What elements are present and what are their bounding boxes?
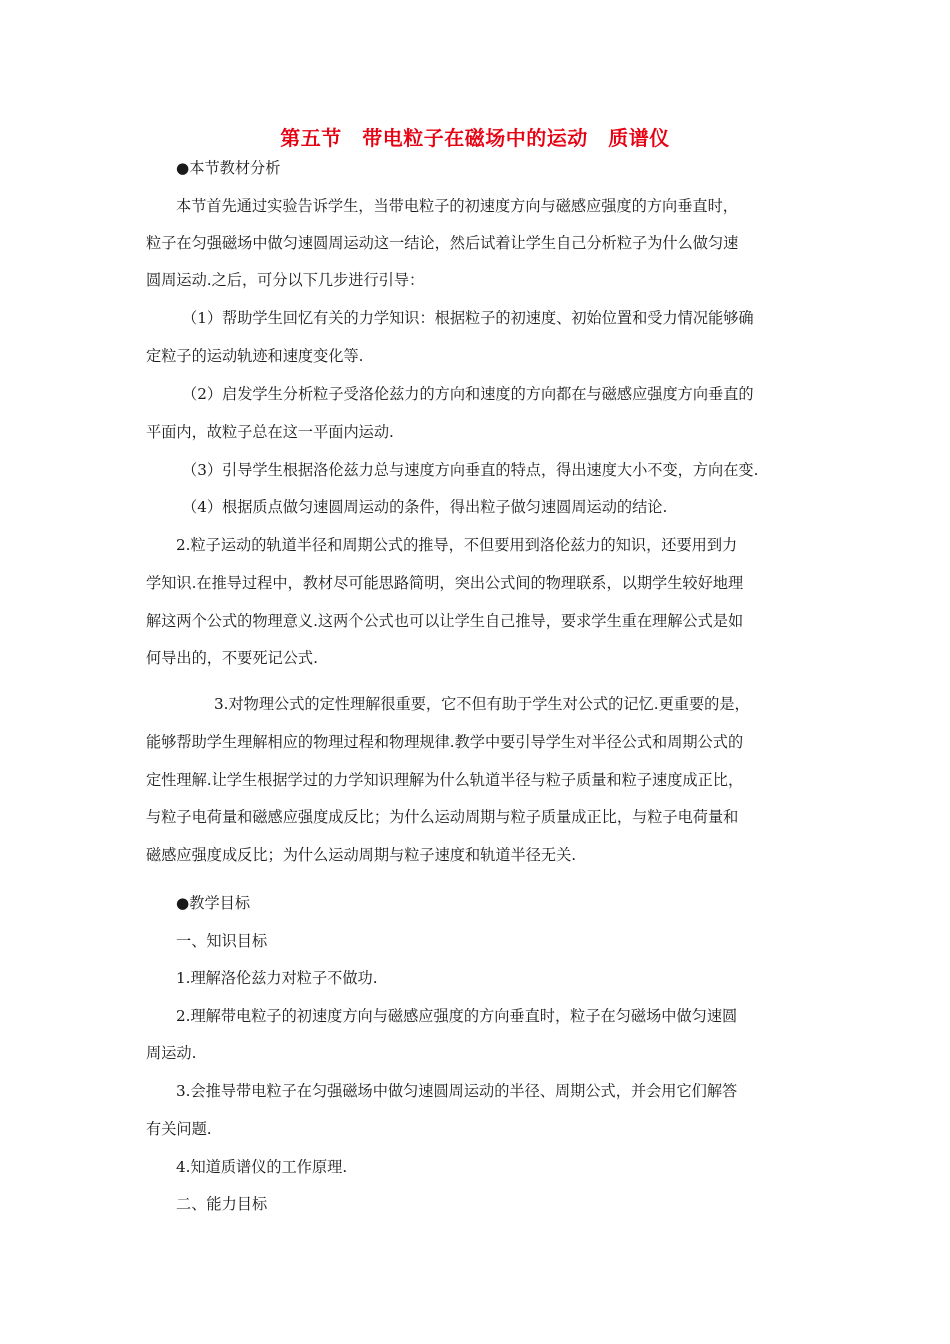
goal-item: 3.会推导带电粒子在匀强磁场中做匀速圆周运动的半径、周期公式，并会用它们解答 <box>176 1082 738 1100</box>
paragraph-line: 磁感应强度成反比；为什么运动周期与粒子速度和轨道半径无关. <box>146 846 577 864</box>
document-title: 第五节 带电粒子在磁场中的运动 质谱仪 <box>280 126 670 150</box>
paragraph-line: 解这两个公式的物理意义.这两个公式也可以让学生自己推导，要求学生重在理解公式是如 <box>146 612 744 630</box>
paragraph-line: 与粒子电荷量和磁感应强度成反比；为什么运动周期与粒子质量成正比，与粒子电荷量和 <box>146 808 739 826</box>
subheading-knowledge-goals: 一、知识目标 <box>176 932 268 950</box>
list-item-4: （4）根据质点做匀速圆周运动的条件，得出粒子做匀速圆周运动的结论. <box>182 498 668 516</box>
list-item-1: （1）帮助学生回忆有关的力学知识：根据粒子的初速度、初始位置和受力情况能够确 <box>182 309 754 327</box>
paragraph-line: 有关问题. <box>146 1120 212 1138</box>
goal-item: 2.理解带电粒子的初速度方向与磁感应强度的方向垂直时，粒子在匀磁场中做匀速圆 <box>176 1007 738 1025</box>
paragraph-line: 学知识.在推导过程中，教材尽可能思路简明，突出公式间的物理联系，以期学生较好地理 <box>146 574 744 592</box>
paragraph-line: 平面内，故粒子总在这一平面内运动. <box>146 423 394 441</box>
paragraph-line: 定性理解.让学生根据学过的力学知识理解为什么轨道半径与粒子质量和粒子速度成正比， <box>146 771 744 789</box>
section-heading-teaching-goals: ●教学目标 <box>176 894 251 912</box>
subheading-ability-goals: 二、能力目标 <box>176 1195 268 1213</box>
paragraph-line: 何导出的，不要死记公式. <box>146 649 318 667</box>
paragraph-line: 粒子在匀强磁场中做匀速圆周运动这一结论，然后试着让学生自己分析粒子为什么做匀速 <box>146 234 739 252</box>
section-heading-textbook-analysis: ●本节教材分析 <box>176 159 281 177</box>
paragraph-line: 能够帮助学生理解相应的物理过程和物理规律.教学中要引导学生对半径公式和周期公式的 <box>146 733 744 751</box>
paragraph-line: 3.对物理公式的定性理解很重要，它不但有助于学生对公式的记忆.更重要的是， <box>214 695 750 713</box>
paragraph-line: 定粒子的运动轨迹和速度变化等. <box>146 347 364 365</box>
paragraph-line: 2.粒子运动的轨道半径和周期公式的推导，不但要用到洛伦兹力的知识，还要用到力 <box>176 536 738 554</box>
goal-item: 1.理解洛伦兹力对粒子不做功. <box>176 969 378 987</box>
goal-item: 4.知道质谱仪的工作原理. <box>176 1158 348 1176</box>
paragraph-line: 本节首先通过实验告诉学生，当带电粒子的初速度方向与磁感应强度的方向垂直时， <box>176 197 738 215</box>
paragraph-line: 圆周运动.之后，可分以下几步进行引导： <box>146 271 425 289</box>
list-item-2: （2）启发学生分析粒子受洛伦兹力的方向和速度的方向都在与磁感应强度方向垂直的 <box>182 385 754 403</box>
paragraph-line: 周运动. <box>146 1044 197 1062</box>
list-item-3: （3）引导学生根据洛伦兹力总与速度方向垂直的特点，得出速度大小不变，方向在变. <box>182 461 759 479</box>
